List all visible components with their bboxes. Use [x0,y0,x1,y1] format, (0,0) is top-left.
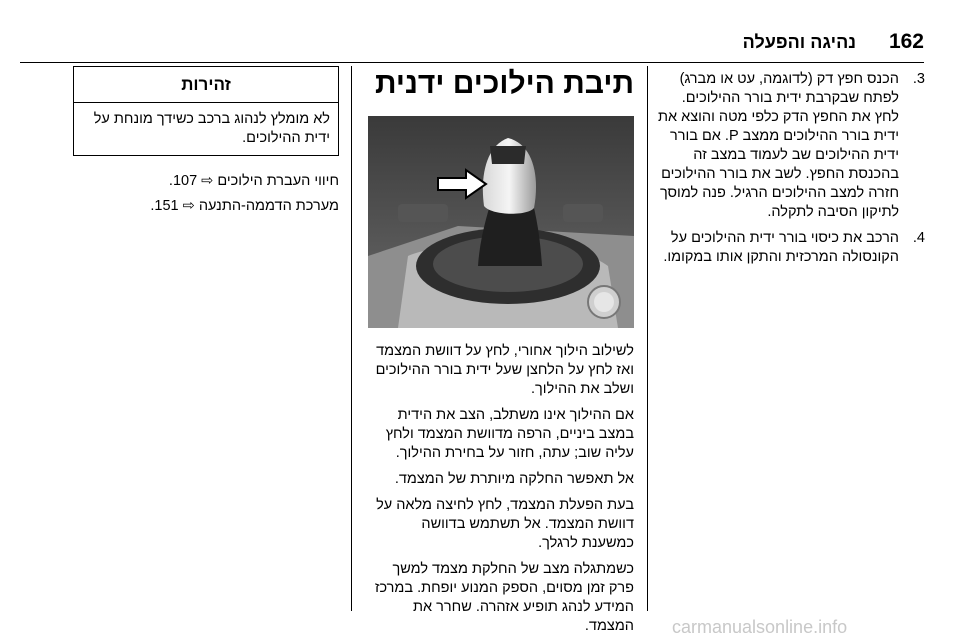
paragraph: לשילוב הילוך אחורי, לחץ על דוושת המצמד ואז לחץ על הלחצן שעל ידית בורר ההילוכים ושלב את ההילוך. [375,343,634,397]
paragraph: אל תאפשר החלקה מיותרת של המצמד. [394,471,634,487]
watermark: carmanualsonline.info [672,617,848,637]
step-text: הרכב את כיסוי בורר ידית ההילוכים על הקונסולה המרכזית והתקן אותו במקומו. [663,230,899,265]
page-number: 162 [888,30,924,53]
references [73,172,339,216]
gear-shift-photo [368,116,634,328]
caution-box [73,66,339,156]
manual-transmission-column [366,66,634,643]
caution-column [73,66,339,222]
caution-text: לא מומלץ לנהוג ברכב כשידך מונחת על ידית ההילוכים. [93,111,330,146]
step-item [655,229,925,267]
step-number: 3. [912,71,925,87]
step-number: 4. [912,230,925,246]
reference-link[interactable]: חיווי העברת הילוכים ⇨ 107. [168,173,339,189]
paragraph: אם ההילוך אינו משתלב, הצב את הידית במצב ביניים, הרפה מדוושת המצמד ולחץ עליה שוב; עתה, חזור על בחירת ההילוך. [385,407,634,461]
paragraph: כשמתגלה מצב של החלקת מצמד למשך פרק זמן מסוים, הספק המנוע יופחת. במרכז המידע לנהג תופיע אזהרה. שחרר את המצמד. [374,561,634,634]
step-text: הכנס חפץ דק (לדוגמה, עט או מברג) לפתח שבקרבת ידית בורר ההילוכים. לחץ את החפץ הדק כלפי מטה והוצא את ידית בורר ההילוכים ממצב P. אם בורר ידית ההילוכים שב לעמוד במצב זה בהכנסת החפץ. לשב את בורר ההילוכים חזרה למצב ההילוכים הרגיל. פנה למוסך לתיקון הסיבה לתקלה. [657,71,899,220]
section-heading: תיבת הילוכים ידנית [374,67,634,100]
page-header [20,22,924,63]
steps-list [655,70,925,267]
caution-title: זהירות [74,67,338,103]
column-divider [647,66,648,611]
section-title: נהיגה והפעלה [742,32,856,52]
paragraph: בעת הפעלת המצמד, לחץ לחיצה מלאה על דוושת המצמד. אל תשתמש בדוושה כמשענת לרגלך. [376,497,634,551]
reference-link[interactable]: מערכת הדממה-התנעה ⇨ 151. [150,198,339,214]
step-item [655,70,925,222]
column-divider [351,66,352,611]
steps-column [655,70,925,274]
